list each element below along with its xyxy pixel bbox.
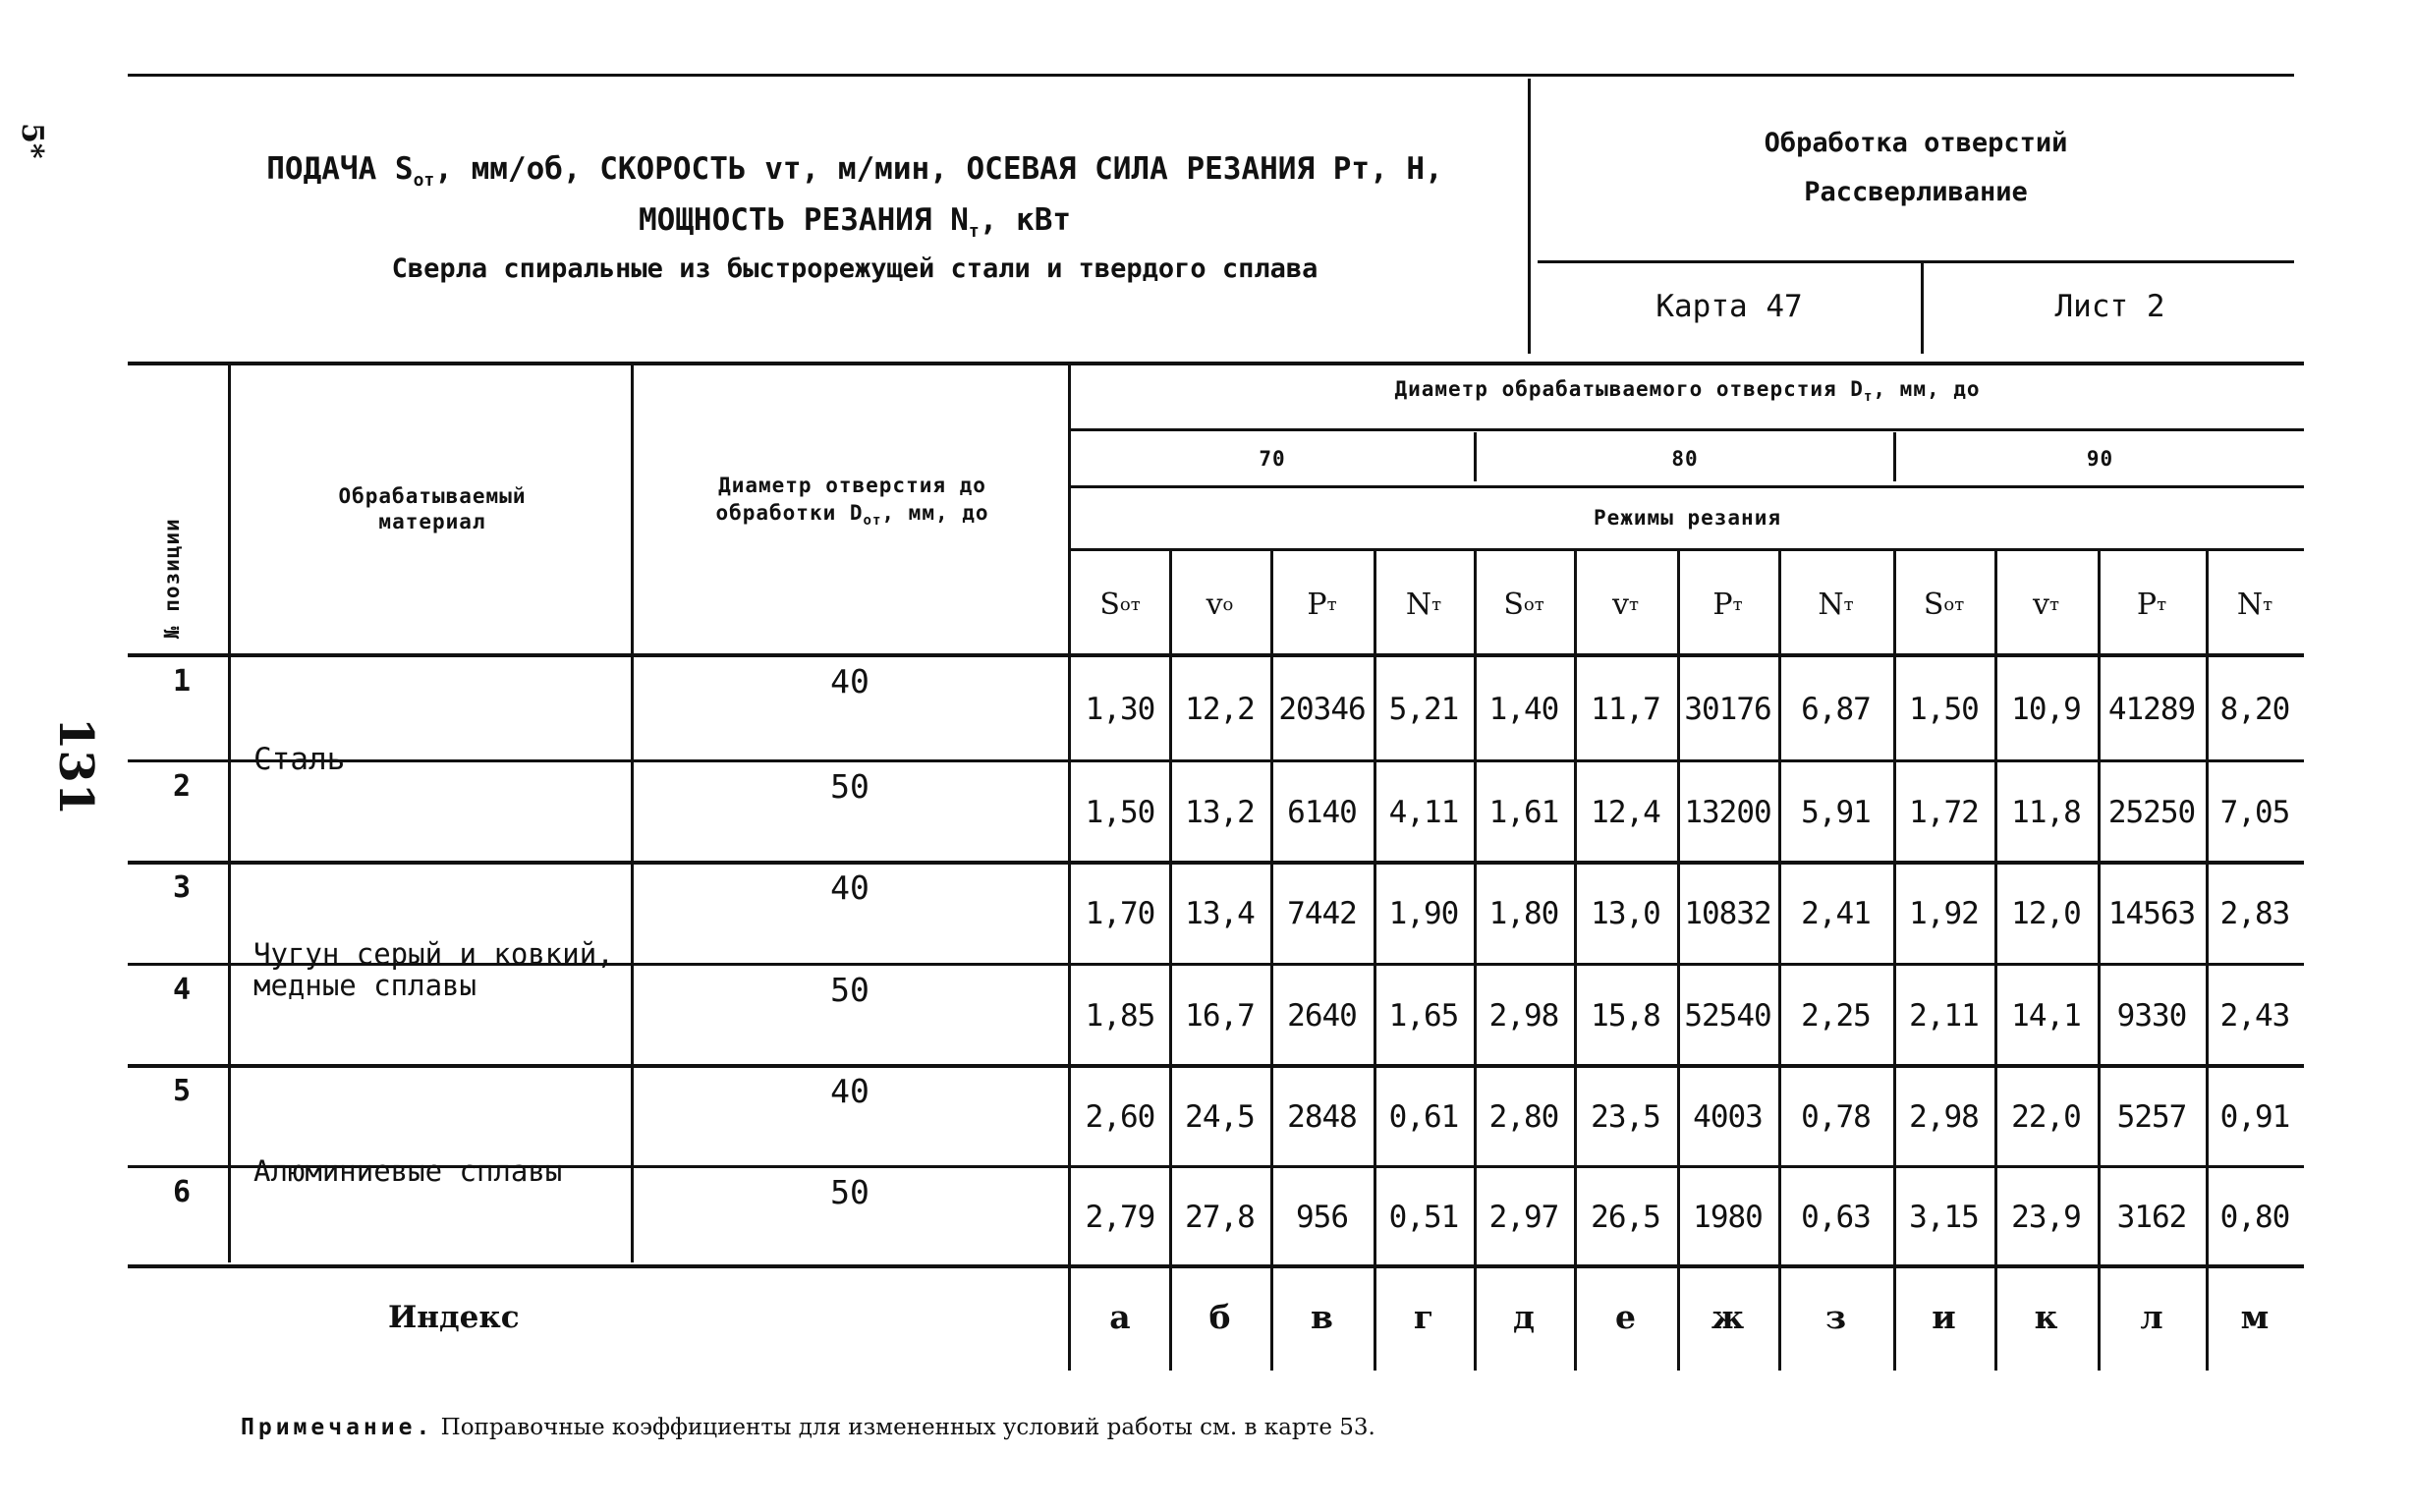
index-letter: б	[1208, 1297, 1231, 1336]
note	[241, 1415, 1375, 1440]
table-cell: 7442	[1287, 896, 1357, 931]
position-number: 5	[172, 1073, 192, 1108]
table-cell: 9330	[2116, 997, 2187, 1034]
table-cell: 13200	[1684, 794, 1771, 830]
table-cell: 2,98	[1488, 997, 1559, 1034]
diameter-80: 80	[1671, 447, 1699, 471]
position-number: 2	[172, 768, 192, 804]
table-cell: 5,21	[1388, 691, 1459, 727]
param-subscript: т	[1628, 593, 1639, 615]
table-cell: 2640	[1287, 997, 1357, 1034]
table-cell: 2,43	[2219, 997, 2290, 1034]
group-rule-3	[1071, 548, 2304, 551]
param-header	[1071, 560, 1169, 648]
table-cell: 7,05	[2219, 794, 2290, 830]
index-letter: к	[2034, 1297, 2058, 1336]
sheet-number: Лист 2	[2054, 289, 2165, 324]
title-line-1: ПОДАЧА $S_{oт}$, мм/об, СКОРОСТЬ vт, м/мин, ОСЕВАЯ СИЛА РЕЗАНИЯ Pт, Н,	[266, 151, 1443, 192]
param-symbol: P	[1712, 587, 1733, 622]
param-symbol: S	[1923, 587, 1944, 622]
card-sheet-divider	[1921, 263, 1924, 354]
param-symbol: v	[2033, 587, 2049, 622]
table-cell: 5,91	[1801, 794, 1871, 830]
index-letter: е	[1615, 1297, 1636, 1336]
top-group-header: Диаметр обрабатываемого отверстия $D_т$, мм, до	[1394, 377, 1981, 406]
table-cell: 1,90	[1388, 896, 1459, 931]
table-cell: 2,79	[1085, 1199, 1155, 1235]
table-cell: 4003	[1693, 1098, 1763, 1135]
table-cell: 0,80	[2219, 1199, 2290, 1235]
table-cell: 12,2	[1185, 691, 1255, 727]
table-cell: 1,70	[1085, 896, 1155, 931]
table-cell: 2848	[1287, 1098, 1357, 1135]
table-cell: 13,2	[1185, 794, 1255, 830]
table-cell: 14,1	[2011, 997, 2081, 1034]
table-cell: 6140	[1287, 794, 1357, 830]
table-cell: 20346	[1278, 691, 1366, 727]
param-symbol: S	[1503, 587, 1524, 622]
initial-diameter: 50	[830, 1172, 869, 1211]
param-subscript: т	[1732, 593, 1743, 615]
table-cell: 1,30	[1085, 691, 1155, 727]
param-subscript: т	[1326, 593, 1337, 615]
table-cell: 30176	[1684, 691, 1771, 727]
param-header	[1474, 560, 1574, 648]
diameter-col-header	[644, 472, 1061, 534]
index-letter: в	[1311, 1297, 1333, 1336]
table-cell: 6,87	[1801, 691, 1871, 727]
group-rule-1	[1071, 428, 2304, 431]
table-cell: 3162	[2116, 1199, 2187, 1235]
param-header	[1677, 560, 1778, 648]
table-cell: 1,61	[1488, 794, 1559, 830]
table-cell: 25250	[2107, 794, 2196, 830]
position-number: 4	[172, 972, 192, 1007]
header-top-rule	[128, 74, 2294, 77]
table-cell: 2,41	[1801, 896, 1871, 931]
page-title	[196, 149, 1513, 252]
table-cell: 4,11	[1388, 794, 1459, 830]
table-cell: 16,7	[1185, 997, 1255, 1034]
col-line-pos	[228, 364, 231, 1262]
material-col-header: Обрабатываемый материал	[338, 484, 527, 533]
table-cell: 12,4	[1591, 794, 1660, 830]
initial-diameter: 50	[830, 970, 869, 1009]
param-symbol: v	[1206, 587, 1223, 622]
material-cast-iron-line-1: Чугун серый и ковкий,	[253, 937, 614, 971]
param-header	[1893, 560, 1994, 648]
param-symbol: S	[1099, 587, 1120, 622]
param-header	[1778, 560, 1893, 648]
table-cell: 13,4	[1185, 896, 1255, 931]
index-letter: м	[2240, 1297, 2270, 1336]
table-cell: 2,98	[1909, 1098, 1979, 1135]
table-cell: 10832	[1684, 896, 1771, 931]
index-letter: а	[1109, 1297, 1131, 1336]
initial-diameter: 40	[830, 1071, 869, 1110]
param-subscript: oт	[1119, 593, 1141, 615]
table-cell: 8,20	[2219, 691, 2290, 727]
material-cast-iron-line-2: медные сплавы	[253, 969, 477, 1002]
param-header	[1994, 560, 2098, 648]
param-header	[1169, 560, 1270, 648]
table-cell: 14563	[2107, 896, 2196, 931]
table-cell: 41289	[2107, 691, 2196, 727]
table-cell: 1,65	[1388, 997, 1459, 1034]
diameter-col-header-line-2: обработки $D_{oт}$, мм, до	[715, 501, 989, 530]
initial-diameter: 50	[830, 766, 869, 806]
position-col-header: № позиции	[160, 518, 184, 639]
table-cell: 2,83	[2219, 896, 2290, 931]
param-subscript: т	[1843, 593, 1854, 615]
table-cell: 0,63	[1801, 1199, 1871, 1235]
table-cell: 0,51	[1388, 1199, 1459, 1235]
index-letter: д	[1513, 1297, 1535, 1336]
index-letter: и	[1932, 1297, 1956, 1336]
table-cell: 2,60	[1085, 1098, 1155, 1135]
table-cell: 1,50	[1909, 691, 1979, 727]
table-cell: 1,72	[1909, 794, 1979, 830]
table-cell: 24,5	[1185, 1098, 1255, 1135]
param-subscript: oт	[1943, 593, 1965, 615]
table-cell: 1,50	[1085, 794, 1155, 830]
table-cell: 26,5	[1591, 1199, 1660, 1235]
signature-mark: 5*	[15, 123, 49, 159]
header-divider	[1528, 79, 1531, 354]
param-subscript: oт	[1523, 593, 1544, 615]
param-symbol: N	[1405, 587, 1432, 622]
param-header	[2206, 560, 2304, 648]
table-bottom-rule	[128, 1264, 2304, 1268]
modes-header: Режимы резания	[1593, 506, 1781, 530]
position-number: 1	[172, 663, 192, 699]
index-letter: г	[1413, 1297, 1434, 1336]
param-subscript: т	[2157, 593, 2167, 615]
position-number: 6	[172, 1174, 192, 1209]
table-cell: 11,8	[2011, 794, 2081, 830]
initial-diameter: 40	[830, 868, 869, 907]
material-cast-iron	[253, 938, 614, 1001]
diameter-col-header-line-1: Диаметр отверстия до	[718, 474, 986, 497]
param-symbol: P	[2136, 587, 2158, 622]
table-cell: 5257	[2116, 1098, 2187, 1135]
diameter-90: 90	[2086, 447, 2114, 471]
row-rule-1	[128, 759, 2304, 762]
param-subscript: т	[2263, 593, 2273, 615]
group-rule-2	[1071, 485, 2304, 488]
header-card-rule	[1538, 260, 2294, 263]
material-steel: Сталь	[253, 742, 346, 777]
table-cell: 1,40	[1488, 691, 1559, 727]
table-cell: 1,92	[1909, 896, 1979, 931]
table-cell: 1980	[1693, 1199, 1763, 1235]
table-cell: 2,25	[1801, 997, 1871, 1034]
table-cell: 23,9	[2011, 1199, 2081, 1235]
initial-diameter: 40	[830, 661, 869, 700]
table-cell: 2,97	[1488, 1199, 1559, 1235]
param-header	[1574, 560, 1677, 648]
diameter-70: 70	[1259, 447, 1286, 471]
table-cell: 13,0	[1591, 896, 1660, 931]
param-subscript: т	[2048, 593, 2059, 615]
param-symbol: N	[1818, 587, 1844, 622]
index-label: Индекс	[388, 1300, 520, 1335]
table-cell: 2,11	[1909, 997, 1979, 1034]
param-subscript: o	[1222, 593, 1234, 615]
operation-label: Обработка отверстий	[1764, 128, 2068, 158]
header-bottom-rule	[128, 653, 2304, 657]
param-symbol: N	[2236, 587, 2264, 622]
table-cell: 2,80	[1488, 1098, 1559, 1135]
index-letter: ж	[1711, 1297, 1745, 1336]
material-aluminium: Алюминиевые сплавы	[253, 1154, 563, 1188]
table-cell: 3,15	[1909, 1199, 1979, 1235]
table-cell: 1,85	[1085, 997, 1155, 1034]
table-cell: 22,0	[2011, 1098, 2081, 1135]
table-cell: 23,5	[1591, 1098, 1660, 1135]
method-label: Рассверливание	[1804, 177, 2028, 207]
table-cell: 0,78	[1801, 1098, 1871, 1135]
position-number: 3	[172, 869, 192, 905]
table-cell: 0,61	[1388, 1098, 1459, 1135]
table-cell: 15,8	[1591, 997, 1660, 1034]
param-header	[1374, 560, 1474, 648]
index-letter: л	[2140, 1297, 2163, 1336]
table-cell: 27,8	[1185, 1199, 1255, 1235]
table-cell: 12,0	[2011, 896, 2081, 931]
card-number: Карта 47	[1655, 289, 1803, 324]
table-cell: 10,9	[2011, 691, 2081, 727]
param-header	[2098, 560, 2206, 648]
index-letter: з	[1824, 1297, 1847, 1336]
title-line-2: МОЩНОСТЬ РЕЗАНИЯ $N_т$, кВт	[638, 202, 1072, 243]
page-subtitle: Сверла спиральные из быстрорежущей стали и твердого сплава	[391, 253, 1318, 284]
table-cell: 956	[1296, 1199, 1348, 1235]
page-number: 131	[48, 717, 103, 816]
table-cell: 52540	[1684, 997, 1771, 1034]
table-cell: 1,80	[1488, 896, 1559, 931]
param-symbol: P	[1307, 587, 1327, 622]
note-text: Поправочные коэффициенты для измененных условий работы см. в карте 53.	[440, 1415, 1375, 1440]
table-cell: 0,91	[2219, 1098, 2290, 1135]
param-symbol: v	[1612, 587, 1629, 622]
param-header	[1270, 560, 1374, 648]
param-subscript: т	[1431, 593, 1442, 615]
table-cell: 11,7	[1591, 691, 1660, 727]
note-label: Примечание.	[241, 1415, 434, 1440]
table-top-rule	[128, 362, 2304, 365]
